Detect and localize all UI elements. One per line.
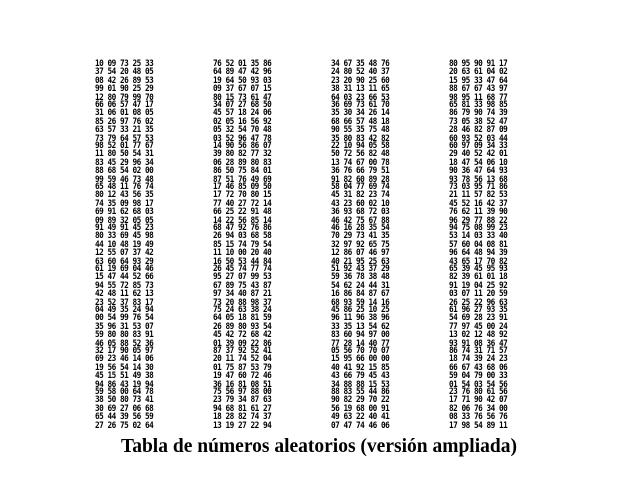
number-row: 98 95 11 68 77 (449, 92, 508, 103)
number-row: 12 86 07 46 97 (331, 248, 390, 259)
number-row: 45 52 16 42 37 (449, 198, 508, 209)
number-row: 39 80 82 77 32 (213, 149, 272, 160)
number-row: 82 39 61 01 18 (449, 272, 508, 283)
number-row: 34 67 35 48 76 (331, 59, 390, 69)
number-row: 01 75 87 53 79 (213, 362, 272, 373)
number-row: 66 06 57 47 17 (95, 100, 154, 110)
number-row: 13 02 12 48 92 (449, 330, 508, 341)
number-row: 67 89 75 43 87 (213, 280, 272, 291)
number-row: 65 39 45 95 93 (449, 264, 508, 274)
number-row: 86 74 31 71 57 (449, 346, 508, 356)
number-row: 00 54 99 76 54 (95, 313, 154, 324)
number-row: 07 47 74 46 06 (331, 420, 390, 431)
number-row: 12 80 79 99 70 (95, 92, 154, 103)
number-row: 44 10 48 19 49 (95, 239, 154, 250)
number-row: 60 93 52 03 44 (449, 133, 508, 144)
number-row: 46 42 75 67 88 (331, 215, 390, 226)
number-row: 77 28 14 40 77 (331, 338, 390, 349)
number-row: 45 31 82 23 74 (331, 190, 390, 201)
number-row: 66 25 22 91 48 (213, 207, 272, 218)
number-row: 16 86 84 87 67 (331, 289, 390, 300)
number-row: 68 93 59 14 16 (331, 297, 390, 308)
number-row: 34 07 27 68 50 (213, 100, 272, 110)
number-row: 74 35 09 98 17 (95, 198, 154, 209)
number-row: 63 57 33 21 35 (95, 125, 154, 136)
number-row: 38 31 13 11 65 (331, 84, 390, 95)
number-row: 43 66 79 45 43 (331, 371, 390, 382)
number-row: 83 45 29 96 34 (95, 157, 154, 168)
number-row: 59 04 79 00 33 (449, 371, 508, 382)
number-row: 63 60 64 93 29 (95, 256, 154, 267)
number-row: 23 20 90 25 60 (331, 75, 390, 86)
number-row: 91 19 04 25 92 (449, 280, 508, 291)
number-row: 43 65 17 70 82 (449, 256, 508, 267)
number-block (449, 347, 507, 389)
number-row: 96 64 48 94 39 (449, 248, 508, 259)
number-row: 14 90 56 86 07 (213, 141, 272, 151)
number-row: 88 68 54 02 00 (95, 166, 154, 177)
number-row: 45 86 25 10 25 (331, 305, 390, 315)
number-row: 69 91 62 68 03 (95, 207, 154, 218)
number-row: 31 06 01 08 05 (95, 108, 154, 119)
number-block (95, 60, 153, 102)
number-block (95, 224, 153, 266)
number-row: 68 47 92 76 86 (213, 223, 272, 233)
number-block (95, 142, 153, 184)
number-row: 19 56 54 14 30 (95, 362, 154, 373)
number-row: 87 37 92 52 41 (213, 346, 272, 356)
number-row: 60 97 09 34 33 (449, 141, 508, 151)
number-block (95, 265, 153, 307)
number-row: 91 82 60 89 28 (331, 174, 390, 185)
number-row: 35 80 83 42 82 (331, 133, 390, 144)
number-row: 05 32 54 70 48 (213, 125, 272, 136)
number-row: 08 33 76 56 76 (449, 412, 508, 423)
number-block (213, 101, 271, 143)
number-row: 15 95 33 47 64 (449, 75, 508, 86)
number-row: 97 34 40 87 21 (213, 289, 272, 300)
number-row: 20 63 61 04 02 (449, 67, 508, 78)
number-row: 14 22 56 85 14 (213, 215, 272, 226)
number-row: 42 48 11 62 13 (95, 289, 154, 300)
number-row: 87 51 76 49 69 (213, 174, 272, 185)
number-block (331, 224, 389, 266)
number-row: 36 16 81 08 51 (213, 379, 272, 390)
number-row: 85 15 74 79 54 (213, 239, 272, 250)
number-row: 22 10 94 05 58 (331, 141, 390, 151)
table-caption: Tabla de números aleatorios (versión ampliada) (121, 436, 517, 457)
number-row: 61 19 69 04 46 (95, 264, 154, 274)
number-row: 36 69 73 61 70 (331, 100, 390, 110)
number-row: 76 52 01 35 86 (213, 59, 272, 69)
number-row: 80 15 73 61 47 (213, 92, 272, 103)
number-block (95, 183, 153, 225)
number-block (95, 306, 153, 348)
number-row: 38 50 80 73 41 (95, 395, 154, 406)
number-row: 26 94 03 68 58 (213, 231, 272, 242)
number-row: 43 23 60 02 10 (331, 198, 390, 209)
number-row: 12 55 07 37 42 (95, 248, 154, 259)
number-block (449, 224, 507, 266)
number-row: 98 52 01 77 67 (95, 141, 154, 151)
number-row: 77 40 27 72 14 (213, 198, 272, 209)
number-row: 75 24 63 38 24 (213, 305, 272, 315)
number-row: 17 71 90 42 07 (449, 395, 508, 406)
number-row: 27 26 75 02 64 (95, 420, 154, 431)
number-row: 34 88 88 15 53 (331, 379, 390, 390)
number-row: 15 47 44 52 66 (95, 272, 154, 283)
number-row: 18 74 39 24 23 (449, 354, 508, 365)
number-row: 51 92 43 37 29 (331, 264, 390, 274)
number-row: 94 86 43 19 94 (95, 379, 154, 390)
number-block (213, 388, 271, 430)
number-row: 88 67 67 43 97 (449, 84, 508, 95)
number-row: 58 04 77 69 74 (331, 182, 390, 192)
number-row: 96 29 77 88 22 (449, 215, 508, 226)
number-row: 18 28 82 74 37 (213, 412, 272, 423)
number-row: 36 76 66 79 51 (331, 166, 390, 177)
number-row: 94 68 81 61 27 (213, 403, 272, 414)
number-row: 75 56 97 88 00 (213, 387, 272, 397)
number-row: 45 15 51 49 38 (95, 371, 154, 382)
number-row: 46 16 28 35 54 (331, 223, 390, 233)
number-row: 59 36 78 38 48 (331, 272, 390, 283)
number-block (449, 388, 507, 430)
number-row: 16 50 53 44 84 (213, 256, 272, 267)
number-block (213, 265, 271, 307)
number-row: 05 56 70 70 07 (331, 346, 390, 356)
number-row: 17 98 54 89 11 (449, 420, 508, 431)
number-row: 18 47 54 06 10 (449, 157, 508, 168)
number-row: 95 27 07 99 53 (213, 272, 272, 283)
number-row: 13 74 67 00 78 (331, 157, 390, 168)
number-row: 64 89 47 42 96 (213, 67, 272, 78)
number-row: 93 91 08 36 47 (449, 338, 508, 349)
number-row: 59 58 00 64 78 (95, 387, 154, 397)
number-row: 13 19 27 22 94 (213, 420, 272, 431)
number-block (331, 142, 389, 184)
number-row: 64 05 18 81 59 (213, 313, 272, 324)
number-row: 02 05 16 56 92 (213, 116, 272, 127)
random-number-table (95, 60, 545, 432)
number-row: 57 60 04 08 81 (449, 239, 508, 250)
number-block (331, 306, 389, 348)
number-row: 01 39 09 22 86 (213, 338, 272, 349)
number-row: 85 26 97 76 02 (95, 116, 154, 127)
number-row: 80 33 69 45 98 (95, 231, 154, 242)
number-row: 86 79 90 74 39 (449, 108, 508, 119)
number-row: 23 76 80 61 56 (449, 387, 508, 397)
number-block (95, 101, 153, 143)
number-row: 65 44 39 56 59 (95, 412, 154, 423)
number-row: 73 05 38 52 47 (449, 116, 508, 127)
number-block (449, 306, 507, 348)
number-row: 35 30 34 26 14 (331, 108, 390, 119)
number-row: 33 35 13 54 62 (331, 321, 390, 332)
number-row: 56 19 68 00 91 (331, 403, 390, 414)
number-block (449, 60, 507, 102)
number-row: 50 72 56 82 48 (331, 149, 390, 160)
number-block (331, 388, 389, 430)
number-block (331, 101, 389, 143)
number-row: 08 42 26 89 53 (95, 75, 154, 86)
number-row: 40 41 92 15 85 (331, 362, 390, 373)
number-row: 77 97 45 00 24 (449, 321, 508, 332)
number-row: 68 66 57 48 18 (331, 116, 390, 127)
number-row: 73 03 95 71 86 (449, 182, 508, 192)
number-block (213, 306, 271, 348)
number-row: 69 23 46 14 06 (95, 354, 154, 365)
number-row: 91 49 91 45 23 (95, 223, 154, 233)
number-block (213, 224, 271, 266)
number-row: 09 89 32 05 05 (95, 215, 154, 226)
number-row: 23 79 34 87 63 (213, 395, 272, 406)
number-row: 99 01 90 25 29 (95, 84, 154, 95)
number-row: 93 78 56 13 68 (449, 174, 508, 185)
number-row: 24 80 52 40 37 (331, 67, 390, 78)
number-row: 26 45 74 77 74 (213, 264, 272, 274)
number-block (213, 347, 271, 389)
number-row: 10 09 73 25 33 (95, 59, 154, 69)
number-block (449, 265, 507, 307)
number-row: 90 55 35 75 48 (331, 125, 390, 136)
number-row: 49 63 22 40 41 (331, 412, 390, 423)
number-row: 83 60 94 97 00 (331, 330, 390, 341)
number-row: 94 55 72 85 73 (95, 280, 154, 291)
number-row: 54 69 28 23 91 (449, 313, 508, 324)
number-row: 99 59 46 73 48 (95, 174, 154, 185)
number-row: 11 80 50 54 31 (95, 149, 154, 160)
number-row: 21 11 57 82 53 (449, 190, 508, 201)
number-row: 64 03 23 66 53 (331, 92, 390, 103)
number-row: 19 64 50 93 03 (213, 75, 272, 86)
number-block (449, 142, 507, 184)
number-row: 82 06 76 34 00 (449, 403, 508, 414)
number-row: 76 62 11 39 90 (449, 207, 508, 218)
number-row: 32 17 90 05 97 (95, 346, 154, 356)
number-row: 94 75 08 99 23 (449, 223, 508, 233)
number-row: 26 25 22 96 63 (449, 297, 508, 308)
number-row: 29 40 52 42 01 (449, 149, 508, 160)
number-row: 17 46 85 09 50 (213, 182, 272, 192)
number-block (331, 265, 389, 307)
number-row: 15 95 66 00 00 (331, 354, 390, 365)
number-row: 32 97 92 65 75 (331, 239, 390, 250)
number-block (449, 183, 507, 225)
number-row: 45 42 72 68 42 (213, 330, 272, 341)
number-row: 80 95 90 91 17 (449, 59, 508, 69)
number-row: 23 52 37 83 17 (95, 297, 154, 308)
number-row: 73 79 64 57 53 (95, 133, 154, 144)
number-row: 35 96 31 53 07 (95, 321, 154, 332)
number-row: 73 20 88 98 37 (213, 297, 272, 308)
number-row: 06 28 89 80 83 (213, 157, 272, 168)
number-row: 11 10 00 20 40 (213, 248, 272, 259)
number-block (331, 60, 389, 102)
number-row: 09 37 67 07 15 (213, 84, 272, 95)
number-row: 03 52 96 47 78 (213, 133, 272, 144)
number-block (95, 388, 153, 430)
number-block (213, 183, 271, 225)
number-row: 88 83 55 44 86 (331, 387, 390, 397)
number-block (213, 142, 271, 184)
number-row: 36 93 68 72 03 (331, 207, 390, 218)
number-row: 65 81 33 98 85 (449, 100, 508, 110)
number-row: 96 11 96 38 96 (331, 313, 390, 324)
number-row: 45 57 18 24 06 (213, 108, 272, 119)
number-row: 28 46 82 87 09 (449, 125, 508, 136)
number-row: 30 69 27 06 68 (95, 403, 154, 414)
number-row: 53 14 03 33 40 (449, 231, 508, 242)
number-row: 61 96 27 93 35 (449, 305, 508, 315)
number-row: 46 05 88 52 36 (95, 338, 154, 349)
number-row: 19 47 60 72 46 (213, 371, 272, 382)
number-row: 20 11 74 52 04 (213, 354, 272, 365)
number-block (331, 183, 389, 225)
number-row: 66 67 43 68 06 (449, 362, 508, 373)
number-row: 70 29 73 41 35 (331, 231, 390, 242)
number-row: 59 80 80 83 91 (95, 330, 154, 341)
number-row: 26 89 80 93 54 (213, 321, 272, 332)
number-row: 86 50 75 84 01 (213, 166, 272, 177)
number-block (213, 60, 271, 102)
number-row: 04 49 35 24 94 (95, 305, 154, 315)
number-row: 40 21 95 25 63 (331, 256, 390, 267)
number-row: 54 62 24 44 31 (331, 280, 390, 291)
number-row: 80 12 43 56 35 (95, 190, 154, 201)
number-block (95, 347, 153, 389)
number-block (331, 347, 389, 389)
number-row: 65 48 11 76 74 (95, 182, 154, 192)
number-row: 90 36 47 64 93 (449, 166, 508, 177)
number-block (449, 101, 507, 143)
number-row: 17 72 70 80 15 (213, 190, 272, 201)
number-row: 03 07 11 20 59 (449, 289, 508, 300)
number-row: 90 82 29 70 22 (331, 395, 390, 406)
number-row: 01 54 03 54 56 (449, 379, 508, 390)
number-row: 37 54 20 48 05 (95, 67, 154, 78)
